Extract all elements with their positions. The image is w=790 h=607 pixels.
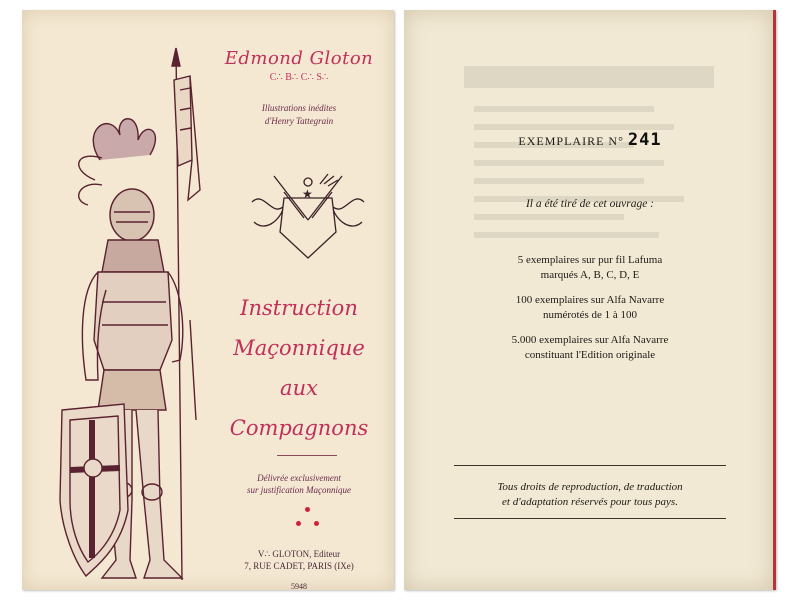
knight-illustration — [40, 40, 240, 588]
delivery-line-1: Délivrée exclusivement — [257, 473, 341, 483]
edition-line: 5.000 exemplaires sur Alfa Navarre — [511, 334, 669, 346]
edition-item — [404, 293, 776, 323]
rights-line-2: et d'adaptation réservés pour tous pays. — [502, 496, 678, 508]
show-through-texture — [444, 66, 734, 266]
dot-left — [296, 521, 301, 526]
edition-item — [404, 333, 776, 363]
rights-line-1: Tous droits de reproduction, de traduction — [497, 481, 683, 493]
dot-top — [305, 507, 310, 512]
rights-top-rule — [454, 465, 726, 466]
edition-detail: numérotés de 1 à 100 — [542, 309, 638, 321]
publisher-address: 7, RUE CADET, PARIS (IXe) — [244, 561, 354, 571]
cover-number: 5948 — [291, 582, 307, 591]
title-line-2: Maçonnique — [233, 336, 365, 360]
copy-label: EXEMPLAIRE N° — [518, 134, 624, 148]
edition-detail: constituant l'Edition originale — [524, 349, 656, 361]
title-line-1: Instruction — [240, 296, 358, 320]
publisher-block — [214, 548, 384, 572]
three-dots-symbol — [288, 505, 328, 535]
author-degree: C∴ B∴ C∴ S∴ — [269, 72, 329, 83]
delivery-note — [214, 472, 384, 496]
illustrations-credit — [214, 102, 384, 128]
edition-line: 5 exemplaires sur pur fil Lafuma — [517, 254, 663, 266]
illustrations-line-1: Illustrations inédites — [261, 103, 337, 113]
illustrations-line-2: d'Henry Tattegrain — [264, 116, 334, 126]
book-cover — [22, 10, 394, 590]
edition-detail: marqués A, B, C, D, E — [540, 269, 640, 281]
title-line-4: Compagnons — [229, 416, 369, 440]
print-run-intro: Il a été tiré de cet ouvrage : — [525, 198, 655, 210]
delivery-line-2: sur justification Maçonnique — [247, 485, 351, 495]
book-title — [214, 288, 384, 448]
title-line-3: aux — [280, 376, 318, 400]
author-name: Edmond Gloton — [224, 48, 374, 69]
copy-number-stamp: 241 — [627, 130, 662, 150]
dot-right — [314, 521, 319, 526]
rights-notice — [404, 480, 776, 510]
colophon-page — [404, 10, 776, 590]
edition-line: 100 exemplaires sur Alfa Navarre — [515, 294, 665, 306]
edition-item — [404, 253, 776, 283]
square-compass-emblem — [244, 162, 372, 264]
rights-bottom-rule — [454, 518, 726, 519]
publisher-name: V∴ GLOTON, Editeur — [257, 549, 341, 559]
cover-divider — [277, 455, 337, 456]
copy-number-line — [404, 130, 776, 150]
svg-text:★: ★ — [302, 187, 313, 201]
